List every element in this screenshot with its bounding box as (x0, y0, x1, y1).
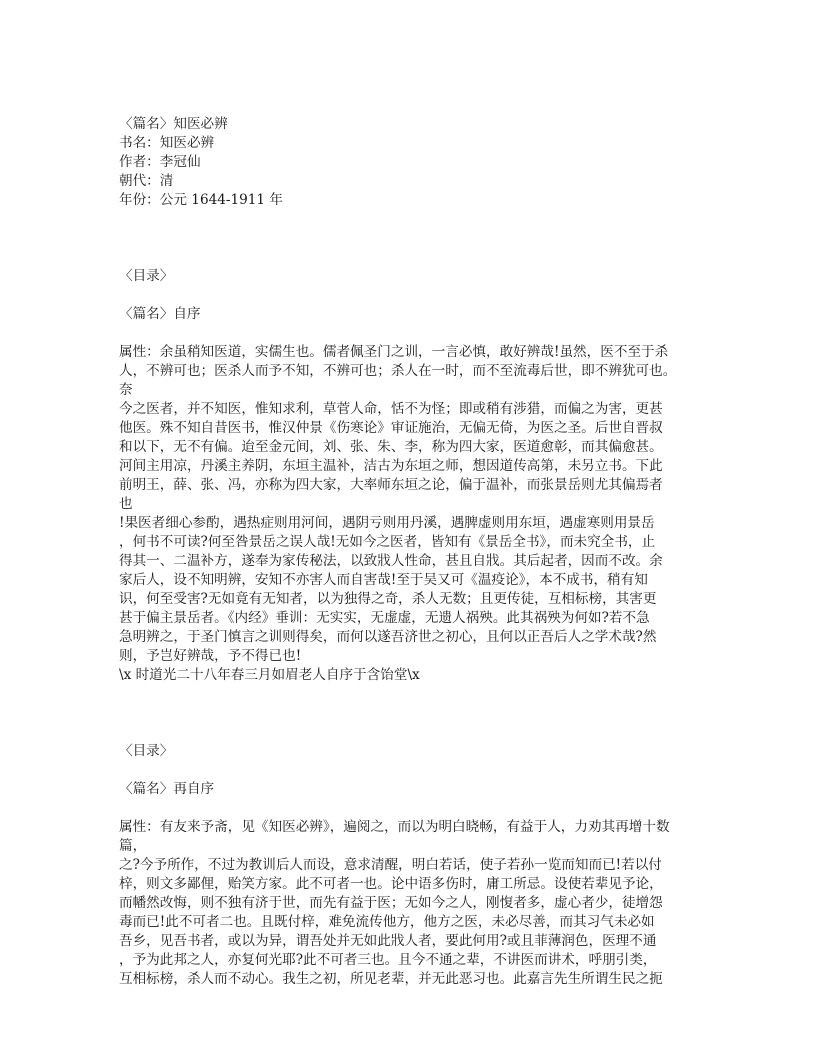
section-body (119, 818, 704, 989)
year: 年份：公元 1644-1911 年 (119, 192, 283, 208)
text-line: ，予为此邦之人，亦复何光耶?此不可者三也。且今不通之辈，不讲医而讲术，呼朋引类， (119, 952, 657, 968)
toc-label: 〈目录〉 (119, 743, 174, 759)
text-line: 而幡然改悔，则不独有济于世，而先有益于医；无如今之人，刚愎者多，虚心者少，徒增怨 (119, 895, 663, 911)
text-line: 梓，则文多鄙俚，贻笑方家。此不可者一也。论中语多伤时，庸工所忌。设使若辈见予论， (119, 876, 663, 892)
section-title: 〈篇名〉自序 (119, 306, 201, 322)
text-line: 毒而已!此不可者二也。且既付梓，难免流传他方，他方之医，未必尽善，而其习气未必如 (119, 914, 655, 930)
text-line: 则，予岂好辨哉，予不得已也! (119, 648, 302, 664)
text-line: !果医者细心参酌，遇热症则用河间，遇阴亏则用丹溪，遇脾虚则用东垣，遇虚寒则用景岳 (119, 515, 655, 531)
document-page (119, 115, 704, 989)
text-line: 河间主用凉，丹溪主养阴，东垣主温补，洁古为东垣之师，想因道传高第，未另立书。下此 (119, 458, 663, 474)
text-line: 识，何至受害?无如竟有无知者，以为独得之奇，杀人无数；且更传徒，互相标榜，其害更 (119, 591, 657, 607)
text-line: 家后人，设不知明辨，安知不亦害人而自害哉!至于吴又可《温疫论》，本不成书，稍有知 (119, 572, 648, 588)
chapter-title: 〈篇名〉知医必辨 (119, 116, 228, 132)
text-line: 属性：余虽稍知医道，实儒生也。儒者佩圣门之训，一言必慎，敢好辨哉!虽然，医不至于杀 (119, 344, 669, 360)
text-line: 得其一、二温补方，遂奉为家传秘法，以致戕人性命，甚且自戕。其后起者，因而不改。余 (119, 553, 663, 569)
text-line: \x 时道光二十八年春三月如眉老人自序于含饴堂\x (119, 667, 420, 683)
section-title: 〈篇名〉再自序 (119, 781, 215, 797)
text-line: 他医。殊不知自昔医书，惟汉仲景《伤寒论》审证施治，无偏无倚，为医之圣。后世自晋叔 (119, 420, 663, 436)
text-line: ，何书不可读?何至咎景岳之误人哉!无如今之医者，皆知有《景岳全书》，而未究全书，止 (119, 534, 656, 550)
text-line: 属性：有友来予斋，见《知医必辨》，遍阅之，而以为明白晓畅，有益于人，力劝其再增十数 (119, 819, 670, 835)
text-line: 甚于偏主景岳者。《内经》垂训：无实实，无虚虚，无遗人祸殃。此其祸殃为何如?若不急 (119, 610, 650, 626)
toc-label: 〈目录〉 (119, 268, 174, 284)
dynasty: 朝代：清 (119, 173, 174, 189)
text-line: 之?今予所作，不过为教训后人而设，意求清醒，明白若话，使子若孙一览而知而已!若以付 (119, 857, 662, 873)
text-line: 前明王，薛、张、冯，亦称为四大家，大率师东垣之论，偏于温补，而张景岳则尤其偏焉者 (119, 477, 663, 493)
text-line: 急明辨之，于圣门慎言之训则得矣，而何以遂吾济世之初心，且何以正吾后人之学术哉?然 (119, 629, 657, 645)
book-name: 书名：知医必辨 (119, 135, 215, 151)
text-line: 也 (119, 496, 133, 512)
text-line: 人，不辨可也；医杀人而予不知，不辨可也；杀人在一时，而不至流毒后世，即不辨犹可也。 (119, 363, 677, 379)
section-body (119, 343, 704, 685)
text-line: 互相标榜，杀人而不动心。我生之初，所见老辈，并无此恶习也。此嘉言先生所谓生民之扼 (119, 971, 663, 987)
text-line: 和以下，无不有偏。迨至金元间，刘、张、朱、李，称为四大家，医道愈彰，而其偏愈甚。 (119, 439, 663, 455)
text-line: 篇， (119, 838, 147, 854)
author: 作者：李冠仙 (119, 154, 201, 170)
text-line: 奈 (119, 382, 133, 398)
text-line: 吾乡，见吾书者，或以为异，谓吾处并无如此戕人者，要此何用?或且菲薄润色，医理不通 (119, 933, 657, 949)
text-line: 今之医者，并不知医，惟知求利，草菅人命，恬不为怪；即或稍有涉猎，而偏之为害，更甚 (119, 401, 663, 417)
